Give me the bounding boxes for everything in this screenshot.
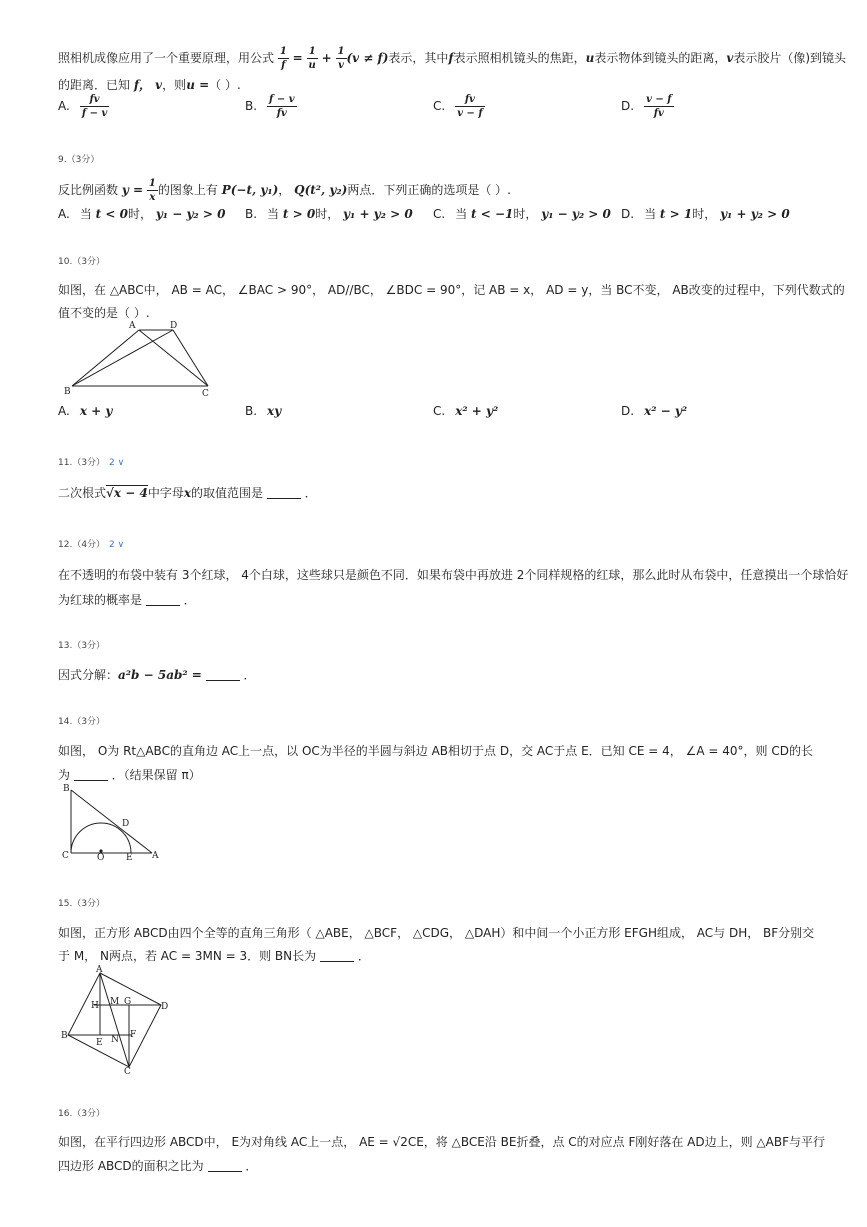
- q8-frac-1u: $\frac{1}{u}$: [308, 46, 316, 71]
- q15-figure: [60, 963, 178, 1078]
- q16-stem-line1: 如图，在平行四边形 ABCD中， E为对角线 AC上一点， AE = √2CE，将 △BCE沿 BE折叠，点 C的对应点 F刚好落在 AD边上，则 △ABF与平行: [58, 1135, 826, 1149]
- q15-label-c: C: [124, 1067, 131, 1077]
- q14-label-o: O: [97, 853, 105, 863]
- q10-segment-bd: [72, 330, 173, 386]
- q8-plus: +: [321, 51, 332, 65]
- q15-label-b: B: [61, 1031, 68, 1041]
- q16-answer-blank[interactable]: [208, 1159, 242, 1172]
- q10-label-a: A: [129, 321, 136, 331]
- q10-stem-line2: 值不变的是（ ）.: [58, 306, 150, 320]
- q12-stem-line2: 为红球的概率是 ．: [58, 593, 196, 607]
- q12-answer-blank[interactable]: [146, 593, 180, 606]
- q8-var: f: [448, 51, 454, 65]
- q15-label-m: M: [110, 997, 120, 1007]
- q14-label-b: B: [63, 784, 70, 794]
- q9-stem: 反比例函数 y = $\frac{1}{x}$ 的图象上有 P(−t, y₁)， Q(t², y₂)两点．下列正确的选项是（ ）.: [58, 178, 511, 203]
- q8-frac-1v: $\frac{1}{v}$: [337, 46, 345, 71]
- q8-text: ，则: [162, 78, 187, 92]
- q8-text: 照相机成像应用了一个重要原理，用公式: [58, 51, 275, 65]
- q11-header: 11.（3分） 2 ∨: [58, 458, 125, 468]
- q15-label-e: E: [96, 1038, 103, 1048]
- q14-label-d: D: [122, 819, 130, 829]
- q8-option-d[interactable]: D. $\frac{v - f}{fv}$: [621, 94, 672, 119]
- q8-option-a[interactable]: A. $\frac{fv}{f - v}$: [58, 94, 108, 119]
- q8-var: v: [726, 51, 734, 65]
- q14-label-e: E: [126, 853, 133, 863]
- q9-text: 两点．下列正确的选项是（ ）.: [347, 183, 511, 197]
- q12-expand-toggle[interactable]: 2 ∨: [109, 540, 125, 550]
- q8-text: 的距离．已知: [58, 78, 131, 92]
- q8-frac-1f: $\frac{1}{f}$: [279, 46, 287, 71]
- q14-label-a: A: [152, 851, 159, 861]
- q10-option-a[interactable]: A. x + y: [58, 404, 113, 418]
- q11-expand-toggle[interactable]: 2 ∨: [109, 458, 125, 468]
- q14-label-c: C: [62, 851, 69, 861]
- q8-text: （ ）.: [209, 78, 241, 92]
- q14-figure: [60, 780, 172, 864]
- q10-segment-dc: [173, 330, 208, 386]
- q10-segment-ba: [72, 330, 139, 386]
- q15-answer-blank[interactable]: [320, 949, 354, 962]
- q13-header: 13.（3分）: [58, 641, 106, 651]
- q15-label-a: A: [96, 965, 103, 975]
- q15-header: 15.（3分）: [58, 899, 106, 909]
- q14-header: 14.（3分）: [58, 717, 106, 727]
- q10-figure: [60, 318, 220, 400]
- q8-stem-line1: [58, 45, 846, 72]
- q9-option-c[interactable]: C. 当 t < −1时， y₁ − y₂ > 0: [433, 207, 611, 221]
- q9-text: 反比例函数: [58, 183, 119, 197]
- q10-segment-ac: [139, 330, 208, 386]
- q12-stem-line1: 在不透明的布袋中装有 3个红球， 4个白球，这些球只是颜色不同．如果布袋中再放进 2个同样规格的红球，那么此时从布袋中，任意摸出一个球恰好: [58, 568, 849, 582]
- q14-segment-ba: [71, 790, 152, 853]
- q8-text: 表示胶片（像)到镜头: [733, 51, 847, 65]
- q15-label-f: F: [130, 1030, 137, 1040]
- q9-option-a[interactable]: A. 当 t < 0时， y₁ − y₂ > 0: [58, 207, 226, 221]
- q8-cond: (v ≠ f): [346, 51, 389, 65]
- q9-text: 的图象上有: [157, 183, 218, 197]
- q13-stem: 因式分解：a²b − 5ab² = ．: [58, 668, 256, 682]
- q9-y-eq: y =: [121, 183, 144, 197]
- q8-option-c[interactable]: C. $\frac{fv}{v - f}$: [433, 94, 483, 119]
- q15-label-d: D: [161, 1002, 169, 1012]
- q15-label-n: N: [111, 1035, 119, 1045]
- q9-option-b[interactable]: B. 当 t > 0时， y₁ + y₂ > 0: [245, 207, 413, 221]
- q15-label-g: G: [124, 997, 132, 1007]
- q9-option-d[interactable]: D. 当 t > 1时， y₁ + y₂ > 0: [621, 207, 790, 221]
- q8-vars: f， v: [133, 78, 163, 92]
- q8-eq: =: [292, 51, 303, 65]
- q9-frac: $\frac{1}{x}$: [148, 178, 156, 203]
- q16-stem-line2: 四边形 ABCD的面积之比为 ．: [58, 1159, 258, 1173]
- q10-option-b[interactable]: B. xy: [245, 404, 282, 418]
- q11-radical: √x − 4: [106, 486, 148, 500]
- q9-point-q: Q(t², y₂): [294, 183, 348, 197]
- q11-answer-blank[interactable]: [267, 486, 301, 499]
- q16-header: 16.（3分）: [58, 1109, 106, 1119]
- q14-stem-line1: 如图， O为 Rt△ABC的直角边 AC上一点，以 OC为半径的半圆与斜边 AB相切于点 D，交 AC于点 E．已知 CE = 4， ∠A = 40°，则 CD的长: [58, 744, 813, 758]
- q15-stem-line2: 于 M， N两点，若 AC = 3MN = 3．则 BN长为 ．: [58, 949, 370, 963]
- q10-header: 10.（3分）: [58, 257, 106, 267]
- q8-text: 表示物体到镜头的距离，: [594, 51, 727, 65]
- q10-label-d: D: [170, 321, 178, 331]
- q10-label-b: B: [64, 387, 71, 397]
- q8-text: 表示照相机镜头的焦距，: [453, 51, 586, 65]
- q14-stem-line2: 为 ．（结果保留 π）: [58, 768, 201, 782]
- q15-label-h: H: [91, 1001, 99, 1011]
- q15-diagonal-ac: [100, 973, 132, 1067]
- q13-answer-blank[interactable]: [206, 668, 240, 681]
- q8-u: u =: [186, 78, 210, 92]
- q11-stem: 二次根式√x − 4中字母x的取值范围是 ．: [58, 486, 317, 500]
- q10-option-d[interactable]: D. x² − y²: [621, 404, 688, 418]
- q10-label-c: C: [202, 389, 209, 399]
- q9-header: 9.（3分）: [58, 155, 100, 165]
- q12-header: 12.（4分） 2 ∨: [58, 540, 125, 550]
- q10-stem-line1: 如图，在 △ABC中， AB = AC， ∠BAC > 90°， AD//BC， ∠BDC = 90°，记 AB = x， AD = y，当 BC不变， AB改变的过程中，下列代数式的: [58, 283, 845, 297]
- q8-stem-line2: [58, 76, 241, 93]
- q8-var: u: [585, 51, 595, 65]
- q10-option-c[interactable]: C. x² + y²: [433, 404, 499, 418]
- q9-point-p: P(−t, y₁): [221, 183, 279, 197]
- q8-option-b[interactable]: B. $\frac{f - v}{fv}$: [245, 94, 295, 119]
- q8-text: 表示，其中: [388, 51, 449, 65]
- q15-stem-line1: 如图，正方形 ABCD由四个全等的直角三角形（ △ABE， △BCF， △CDG， △DAH）和中间一个小正方形 EFGH组成， AC与 DH， BF分别交: [58, 926, 815, 940]
